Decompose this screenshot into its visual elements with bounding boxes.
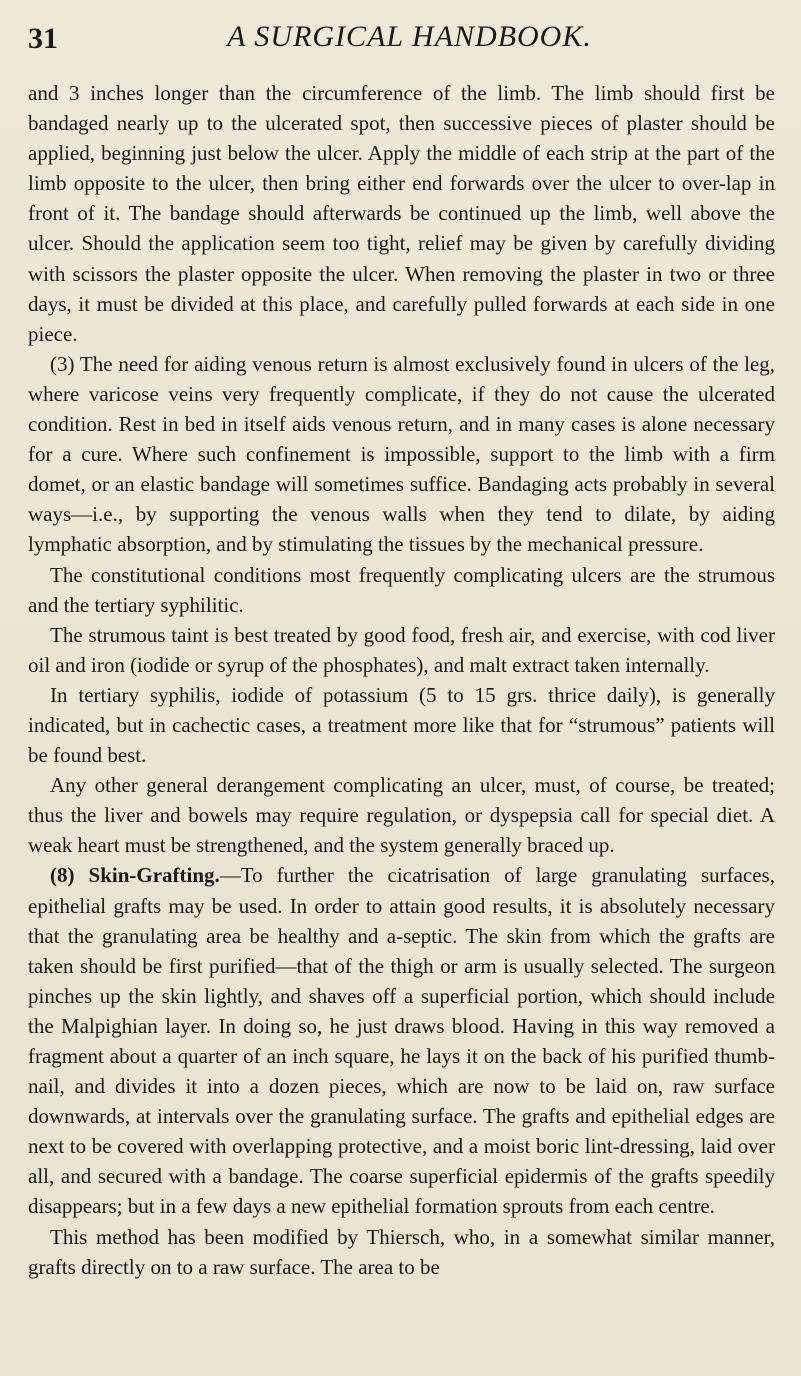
running-title: A SURGICAL HANDBOOK. (227, 20, 592, 53)
paragraph-venous-return: (3) The need for aiding venous return is almost exclusively found in ulcers of the leg, where varicose veins very frequently complicate, if they do not cause the ulcerated condition. Rest in bed in itself aids venous return, and in many cases is alone necessary for a cure. Where such confinement is impossible, support to the limb with a firm domet, or an elastic bandage will sometimes suffice. Bandaging acts probably in several ways—i.e., by supporting the venous walls when they tend to dilate, by aiding lymphatic absorption, and by stimulating the tissues by the mechanical pressure. (28, 351, 775, 557)
page-header (28, 14, 761, 58)
body-text (28, 78, 775, 1282)
paragraph-plaster-application: and 3 inches longer than the circumference of the limb. The limb should first be bandaged nearly up to the ulcerated spot, then successive pieces of plaster should be applied, beginning just below the ulcer. Apply the middle of each strip at the part of the limb opposite to the ulcer, then bring either end forwards over the ulcer to over-lap in front of it. The bandage should afterwards be continued up the limb, well above the ulcer. Should the application seem too tight, relief may be given by carefully dividing with scissors the plaster opposite the ulcer. When removing the plaster in two or three days, it must be divided at this place, and carefully pulled forwards at each side in one piece. (28, 81, 775, 346)
paragraph-skin-grafting (28, 860, 775, 1221)
paragraph-constitutional-conditions: The constitutional conditions most frequently complicating ulcers are the strumous and the tertiary syphilitic. (28, 562, 775, 617)
paragraph-tertiary-syphilis: In tertiary syphilis, iodide of potassium (5 to 15 grs. thrice daily), is generally indicated, but in cachectic cases, a treatment more like that for “strumous” patients will be found best. (28, 682, 775, 768)
paragraph-thiersch-method: This method has been modified by Thiersch, who, in a somewhat similar manner, grafts directly on to a raw surface. The area to be (28, 1224, 775, 1279)
skin-grafting-text: —To further the cicatrisation of large granulating surfaces, epithelial grafts may be used. In order to attain good results, it is absolutely necessary that the granulating area be healthy and a-septic. The skin from which the grafts are taken should be first purified—that of the thigh or arm is usually selected. The surgeon pinches up the skin lightly, and shaves off a superficial portion, which should include the Malpighian layer. In doing so, he just draws blood. Having in this way removed a fragment about a quarter of an inch square, he lays it on the back of his purified thumb-nail, and divides it into a dozen pieces, which are now to be laid on, raw surface downwards, at intervals over the granulating surface. The grafts and epithelial edges are next to be covered with overlapping protective, and a moist boric lint-dressing, laid over all, and secured with a bandage. The coarse superficial epidermis of the grafts speedily disappears; but in a few days a new epithelial formation sprouts from each centre. (28, 863, 775, 1219)
section-heading-skin-grafting: (8) Skin-Grafting. (50, 863, 220, 888)
paragraph-strumous-taint: The strumous taint is best treated by good food, fresh air, and exercise, with cod liver oil and iron (iodide or syrup of the phosphates), and malt extract taken internally. (28, 622, 775, 677)
page-number: 31 (28, 22, 58, 55)
paragraph-general-derangement: Any other general derangement complicating an ulcer, must, of course, be treated; thus the liver and bowels may require regulation, or dyspepsia call for special diet. A weak heart must be strengthened, and the system generally braced up. (28, 773, 775, 858)
